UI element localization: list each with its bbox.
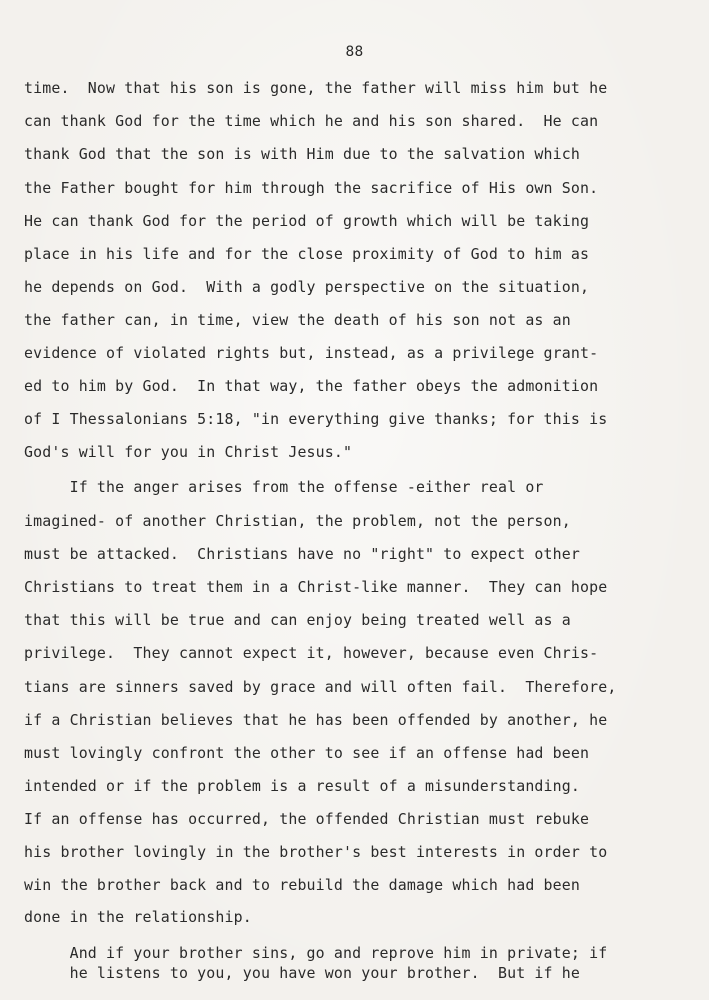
- text-line: tians are sinners saved by grace and will often fail. Therefore,: [24, 678, 617, 696]
- text-line: of I Thessalonians 5:18, "in everything give thanks; for this is: [24, 410, 608, 428]
- quote-line: And if your brother sins, go and reprove him in private; if: [24, 944, 608, 962]
- text-line: if a Christian believes that he has been offended by another, he: [24, 711, 608, 729]
- text-line: can thank God for the time which he and his son shared. He can: [24, 112, 599, 130]
- text-line: thank God that the son is with Him due to the salvation which: [24, 145, 581, 163]
- text-line: must lovingly confront the other to see if an offense had been: [24, 744, 590, 762]
- text-line: He can thank God for the period of growth which will be taking: [24, 212, 590, 230]
- text-line: the father can, in time, view the death of his son not as an: [24, 311, 571, 329]
- text-line: imagined- of another Christian, the problem, not the person,: [24, 512, 571, 530]
- text-line: that this will be true and can enjoy being treated well as a: [24, 611, 571, 629]
- text-line: place in his life and for the close proximity of God to him as: [24, 245, 590, 263]
- text-line: If an offense has occurred, the offended Christian must rebuke: [24, 810, 590, 828]
- text-line: intended or if the problem is a result of a misunderstanding.: [24, 777, 581, 795]
- text-line: his brother lovingly in the brother's best interests in order to: [24, 843, 608, 861]
- text-line: ed to him by God. In that way, the father obeys the admonition: [24, 377, 599, 395]
- quote-line: he listens to you, you have won your brother. But if he: [24, 964, 581, 982]
- text-line: Christians to treat them in a Christ-like manner. They can hope: [24, 578, 608, 596]
- text-line: must be attacked. Christians have no "right" to expect other: [24, 545, 581, 563]
- text-line: God's will for you in Christ Jesus.": [24, 443, 353, 461]
- text-line: time. Now that his son is gone, the father will miss him but he: [24, 79, 608, 97]
- text-line: the Father bought for him through the sacrifice of His own Son.: [24, 179, 599, 197]
- text-line: If the anger arises from the offense -either real or: [24, 478, 544, 496]
- page-number: 88: [345, 44, 364, 60]
- text-line: privilege. They cannot expect it, however, because even Chris-: [24, 644, 599, 662]
- text-line: he depends on God. With a godly perspective on the situation,: [24, 278, 590, 296]
- text-line: evidence of violated rights but, instead, as a privilege grant-: [24, 344, 599, 362]
- text-line: win the brother back and to rebuild the damage which had been: [24, 876, 581, 894]
- text-line: done in the relationship.: [24, 908, 252, 926]
